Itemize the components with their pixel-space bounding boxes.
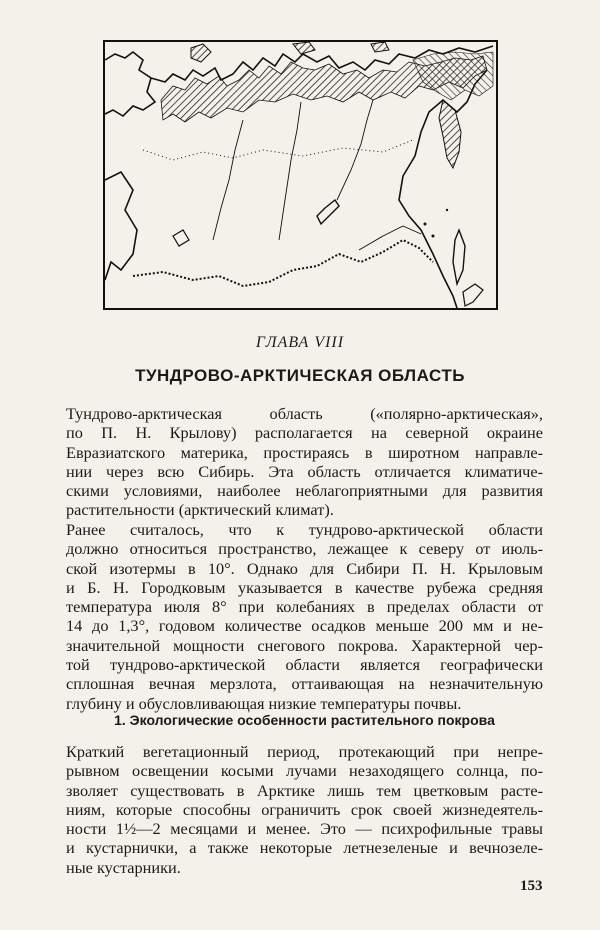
text-line: температура июля 8° при колебаниях в пределах области от (66, 597, 543, 617)
paragraph-climate (66, 520, 543, 713)
text-line: должно относиться пространство, лежащее к северу от июль- (66, 539, 543, 559)
text-line: Евразиатского материка, простираясь в широтном направле- (66, 442, 543, 462)
paragraph-intro (66, 404, 543, 520)
text-line: рывном освещении косыми лучами незаходящего солнца, по- (66, 761, 543, 781)
text-line: ные кустарники. (66, 857, 181, 877)
section-heading: 1. Экологические особенности растительного покрова (114, 712, 495, 728)
text-line: нии через всю Сибирь. Эта область отличается климатиче- (66, 461, 543, 481)
text-line: и Б. Н. Городковым указывается в качестве рубежа средняя (66, 577, 543, 597)
text-line: сплошная вечная мерзлота, оттаивающая на незначительную (66, 674, 543, 694)
text-line: зволяет существовать в Арктике лишь тем цветковым расте- (66, 780, 543, 800)
text-line: и кустарнички, а также некоторые летнезеленые и вечнозеле- (66, 838, 543, 858)
text-line: Краткий вегетационный период, протекающий при непре- (66, 742, 543, 761)
text-line: скими условиями, наиболее неблагоприятными для развития (66, 481, 543, 501)
text-line: значительной мощности снегового покрова. Характерной чер- (66, 635, 543, 655)
island-novosibirsk (371, 42, 389, 52)
text-line: ниям, которые способны ограничить срок своей жизнедеятель- (66, 799, 543, 819)
text-line: той тундрово-арктической области является географически (66, 655, 543, 675)
text-line: глубину и обусловливающая низкие температуры почвы. (66, 693, 462, 713)
text-line: ности 1½—2 месяцами и менее. Это — психрофильные травы (66, 819, 543, 839)
text-line: ской изотермы в 10°. Однако для Сибири П. Н. Крыловым (66, 558, 543, 578)
paragraph-ecology (66, 742, 543, 877)
text-line: Ранее считалось, что к тундрово-арктической области (66, 520, 543, 539)
page-number: 153 (520, 878, 543, 894)
text-line: 14 до 1,3°, годовом количестве осадков меньше 200 мм и не- (66, 616, 543, 636)
chapter-title: ТУНДРОВО-АРКТИЧЕСКАЯ ОБЛАСТЬ (135, 366, 465, 385)
text-line: растительности (арктический климат). (66, 500, 334, 520)
tundra-region-map (103, 40, 498, 310)
text-line: по П. Н. Крылову) располагается на северной окраине (66, 423, 543, 443)
text-line: Тундрово-арктическая область («полярно-арктическая», (66, 404, 543, 423)
chapter-label: ГЛАВА VIII (255, 334, 345, 351)
